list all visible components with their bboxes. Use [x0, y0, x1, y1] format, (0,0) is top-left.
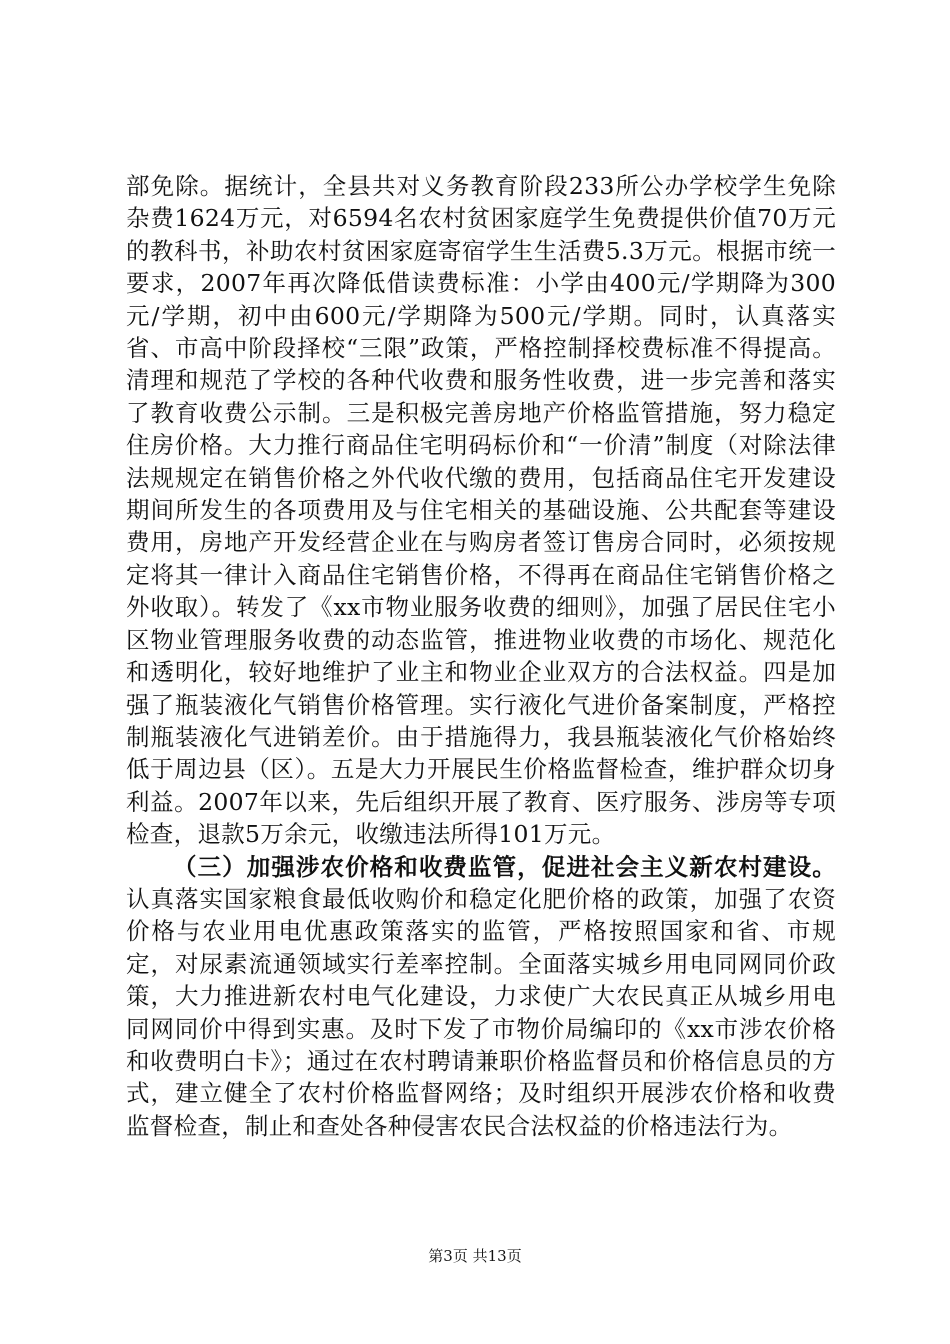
- page-footer: 第3页 共13页: [428, 1247, 522, 1265]
- section-paragraph: [126, 851, 836, 1143]
- body-paragraph: 部免除。据统计，全县共对义务教育阶段233所公办学校学生免除杂费1624万元，对6594名农村贫困家庭学生免费提供价值70万元的教科书，补助农村贫困家庭寄宿学生生活费5.3万元。根据市统一要求，2007年再次降低借读费标准：小学由400元/学期降为300元/学期，初中由600元/学期降为500元/学期。同时，认真落实省、市高中阶段择校“三限”政策，严格控制择校费标准不得提高。清理和规范了学校的各种代收费和服务性收费，进一步完善和落实了教育收费公示制。三是积极完善房地产价格监管措施，努力稳定住房价格。大力推行商品住宅明码标价和“一价清”制度（对除法律法规规定在销售价格之外代收代缴的费用，包括商品住宅开发建设期间所发生的各项费用及与住宅相关的基础设施、公共配套等建设费用，房地产开发经营企业在与购房者签订售房合同时，必须按规定将其一律计入商品住宅销售价格，不得再在商品住宅销售价格之外收取）。转发了《xx市物业服务收费的细则》，加强了居民住宅小区物业管理服务收费的动态监管，推进物业收费的市场化、规范化和透明化，较好地维护了业主和物业企业双方的合法权益。四是加强了瓶装液化气销售价格管理。实行液化气进价备案制度，严格控制瓶装液化气进销差价。由于措施得力，我县瓶装液化气价格始终低于周边县（区）。五是大力开展民生价格监督检查，维护群众切身利益。2007年以来，先后组织开展了教育、医疗服务、涉房等专项检查，退款5万余元，收缴违法所得101万元。: [126, 172, 836, 849]
- section-body: 认真落实国家粮食最低收购价和稳定化肥价格的政策，加强了农资价格与农业用电优惠政策落实的监管，严格按照国家和省、市规定，对尿素流通领域实行差率控制。全面落实城乡用电同网同价政策，大力推进新农村电气化建设，力求使广大农民真正从城乡用电同网同价中得到实惠。及时下发了市物价局编印的《xx市涉农价格和收费明白卡》；通过在农村聘请兼职价格监督员和价格信息员的方式，建立健全了农村价格监督网络；及时组织开展涉农价格和收费监督检查，制止和查处各种侵害农民合法权益的价格违法行为。: [126, 884, 836, 1140]
- document-body: [126, 170, 836, 1142]
- section-heading: （三）加强涉农价格和收费监管，促进社会主义新农村建设。: [173, 852, 836, 881]
